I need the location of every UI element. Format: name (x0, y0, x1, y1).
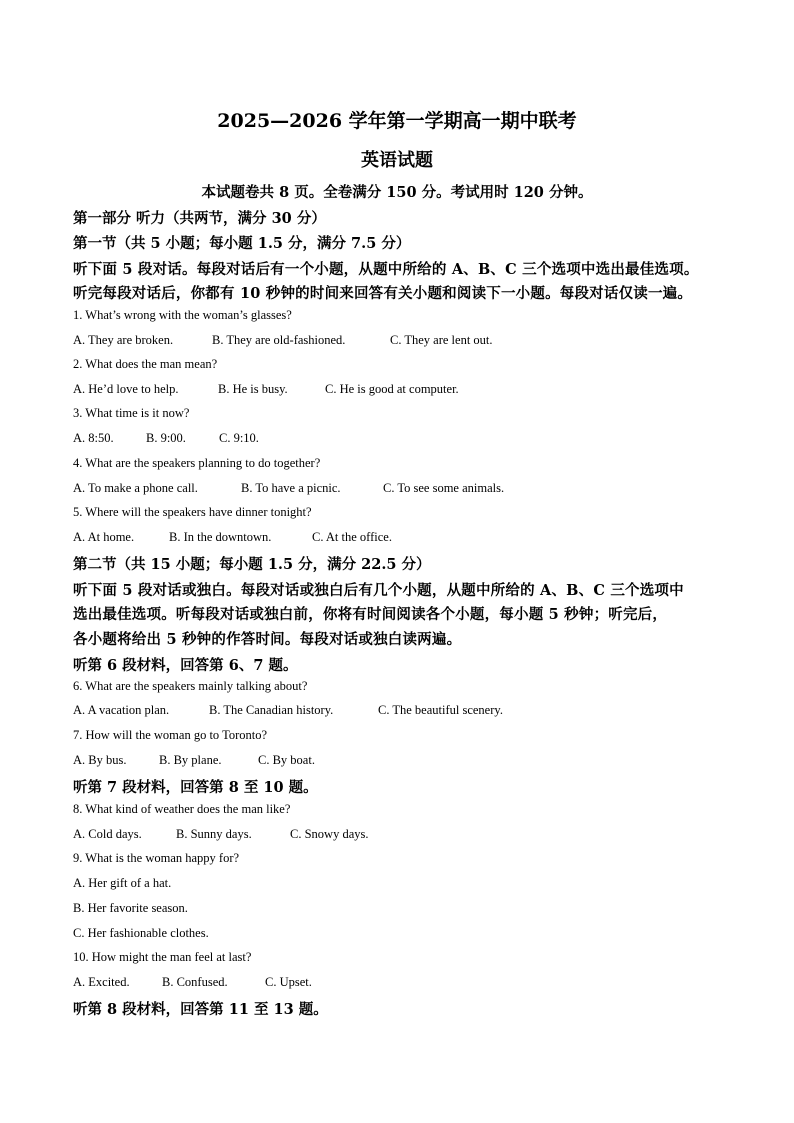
option-c: C. By boat. (258, 753, 315, 767)
section2-instruction-line: 各小题将给出 5 秒钟的作答时间。每段对话或独白读两遍。 (73, 631, 462, 648)
section1-heading: 第一节（共 5 小题；每小题 1.5 分，满分 7.5 分） (73, 235, 411, 252)
option-a: A. Excited. (73, 975, 130, 989)
question-stem: 7. How will the woman go to Toronto? (73, 728, 268, 742)
question-stem: 9. What is the woman happy for? (73, 851, 240, 865)
option-b: B. 9:00. (146, 431, 186, 445)
part1-heading: 第一部分 听力（共两节，满分 30 分） (73, 210, 326, 227)
option-b: B. He is busy. (218, 382, 288, 396)
question-options (73, 975, 312, 990)
option-b: B. Confused. (162, 975, 228, 989)
question-options (73, 481, 504, 496)
option-c: C. 9:10. (219, 431, 259, 445)
option-b: B. They are old-fashioned. (212, 333, 346, 347)
option-a: A. A vacation plan. (73, 703, 170, 717)
question-options (73, 431, 259, 446)
option-c: C. They are lent out. (390, 333, 493, 347)
option-c: C. At the office. (312, 530, 392, 544)
exam-note: 本试题卷共 8 页。全卷满分 150 分。考试用时 120 分钟。 (201, 184, 593, 201)
section2-instruction-line: 听下面 5 段对话或独白。每段对话或独白后有几个小题，从题中所给的 A、B、C 三个选项中 (73, 582, 684, 599)
material-label: 听第 6 段材料，回答第 6、7 题。 (73, 657, 298, 674)
option-c: C. To see some animals. (383, 481, 505, 495)
question-options (73, 333, 493, 348)
question-stem: 4. What are the speakers planning to do together? (73, 456, 321, 470)
option-b: B. The Canadian history. (209, 703, 334, 717)
option-c: C. Upset. (265, 975, 312, 989)
question-options (73, 382, 459, 397)
question-stem: 6. What are the speakers mainly talking about? (73, 679, 308, 693)
question-stem: 2. What does the man mean? (73, 357, 218, 371)
option-c: C. The beautiful scenery. (378, 703, 503, 717)
option-a: A. To make a phone call. (73, 481, 198, 495)
option-b: B. In the downtown. (169, 530, 272, 544)
exam-title: 2025—2026 学年第一学期高一期中联考 (217, 110, 577, 132)
option-a: A. Cold days. (73, 827, 142, 841)
option-b: B. Sunny days. (176, 827, 252, 841)
option-b: B. To have a picnic. (241, 481, 341, 495)
question-stem: 8. What kind of weather does the man like? (73, 802, 291, 816)
option-a: A. 8:50. (73, 431, 114, 445)
material-label: 听第 7 段材料，回答第 8 至 10 题。 (73, 779, 318, 796)
material-label: 听第 8 段材料，回答第 11 至 13 题。 (73, 1001, 328, 1018)
section2-instruction-line: 选出最佳选项。听每段对话或独白前，你将有时间阅读各个小题，每小题 5 秒钟；听完后， (73, 606, 668, 623)
option-b: B. Her favorite season. (73, 901, 188, 915)
option-c: C. Her fashionable clothes. (73, 926, 209, 940)
question-options (73, 753, 315, 768)
question-stem: 1. What’s wrong with the woman’s glasses? (73, 308, 292, 322)
section1-instruction-line: 听下面 5 段对话。每段对话后有一个小题，从题中所给的 A、B、C 三个选项中选出最佳选项。 (73, 261, 699, 278)
question-options (73, 530, 392, 545)
question-stem: 10. How might the man feel at last? (73, 950, 252, 964)
option-b: B. By plane. (159, 753, 222, 767)
exam-subtitle: 英语试题 (361, 150, 433, 171)
option-c: C. Snowy days. (290, 827, 369, 841)
question-options (73, 703, 503, 718)
option-a: A. They are broken. (73, 333, 174, 347)
option-c: C. He is good at computer. (325, 382, 459, 396)
question-stem: 3. What time is it now? (73, 406, 190, 420)
option-a: A. Her gift of a hat. (73, 876, 172, 890)
section2-heading: 第二节（共 15 小题；每小题 1.5 分，满分 22.5 分） (73, 556, 431, 573)
option-a: A. At home. (73, 530, 135, 544)
section1-instruction-line: 听完每段对话后，你都有 10 秒钟的时间来回答有关小题和阅读下一小题。每段对话仅读一遍。 (73, 285, 693, 302)
question-options (73, 827, 368, 842)
question-stem: 5. Where will the speakers have dinner tonight? (73, 505, 312, 519)
option-a: A. He’d love to help. (73, 382, 179, 396)
option-a: A. By bus. (73, 753, 127, 767)
